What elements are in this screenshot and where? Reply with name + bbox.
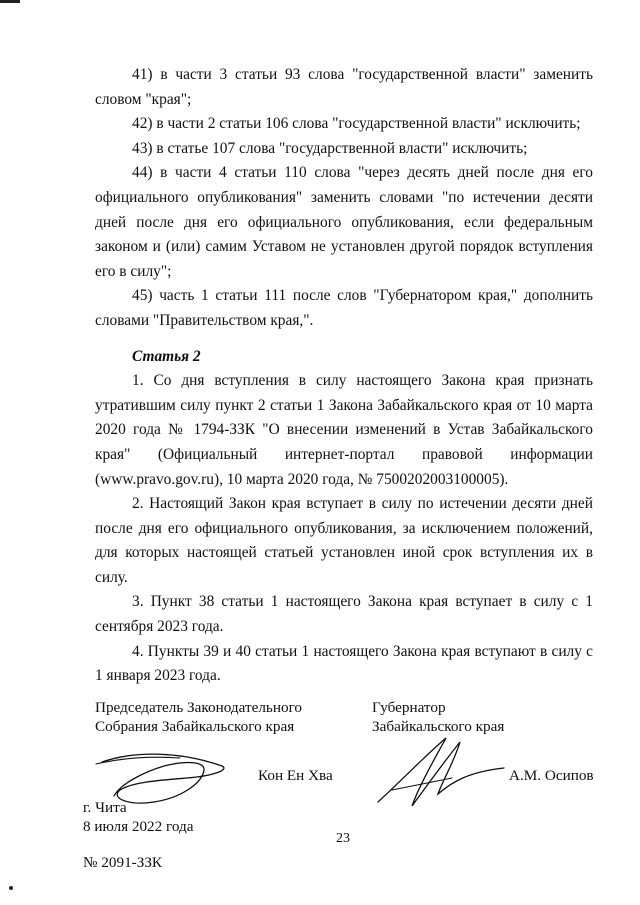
document-body	[95, 63, 593, 689]
page-number: 23	[336, 831, 350, 846]
list-item-41: 41) в части 3 статьи 93 слова "государственной власти" заменить словом "края";	[95, 66, 593, 108]
governor-title-line-2: Забайкальского края	[372, 718, 505, 735]
article-2-paragraph-1: 1. Со дня вступления в силу настоящего Закона края признать утратившим силу пункт 2 статьи 1 Закона Забайкальского края от 10 марта 2020 года № 1794-ЗЗК "О внесении изменений в Устав Забайкальского края" (Официальный интернет-портал правовой информации (www.pravo.gov.ru), 10 марта 2020 года, № 7500202003100005).	[95, 372, 593, 488]
chairman-title-line-2: Собрания Забайкальского края	[95, 718, 295, 735]
place: г. Чита	[83, 799, 127, 816]
scan-edge-mark	[0, 0, 20, 3]
article-2-paragraph-4: 4. Пункты 39 и 40 статьи 1 настоящего Закона края вступают в силу с 1 января 2023 года.	[95, 642, 593, 685]
chairman-title	[95, 698, 302, 736]
list-item-45: 45) часть 1 статьи 111 после слов "Губернатором края," дополнить словами "Правительством края,".	[95, 287, 593, 329]
document-number: № 2091-ЗЗК	[83, 854, 163, 871]
place-and-date	[83, 798, 194, 836]
article-2-paragraph-2: 2. Настоящий Закон края вступает в силу по истечении десяти дней после дня его официального опубликования, за исключением положений, для которых настоящей статьей установлен иной срок вступления их в силу.	[95, 495, 593, 586]
list-item-43: 43) в статье 107 слова "государственной власти" исключить;	[132, 139, 528, 157]
list-item-44: 44) в части 4 статьи 110 слова "через десять дней после дня его официального опубликования" заменить словами "по истечении десяти дней после дня его официального опубликования, если федеральным законом и (или) самим Уставом не установлен другой порядок вступления его в силу";	[95, 164, 593, 280]
chairman-title-line-1: Председатель Законодательного	[95, 699, 303, 716]
article-2-paragraph-3: 3. Пункт 38 статьи 1 настоящего Закона края вступает в силу с 1 сентября 2023 года.	[95, 593, 593, 636]
date: 8 июля 2022 года	[83, 818, 194, 835]
article-heading: Статья 2	[132, 347, 201, 365]
governor-signature	[372, 732, 512, 812]
governor-title	[372, 698, 504, 736]
scan-dot-mark	[9, 886, 13, 890]
list-item-42: 42) в части 2 статьи 106 слова "государственной власти" исключить;	[132, 115, 581, 133]
governor-title-line-1: Губернатор	[372, 699, 446, 716]
chairman-name: Кон Ен Хва	[258, 767, 333, 784]
governor-name: А.М. Осипов	[509, 767, 594, 784]
